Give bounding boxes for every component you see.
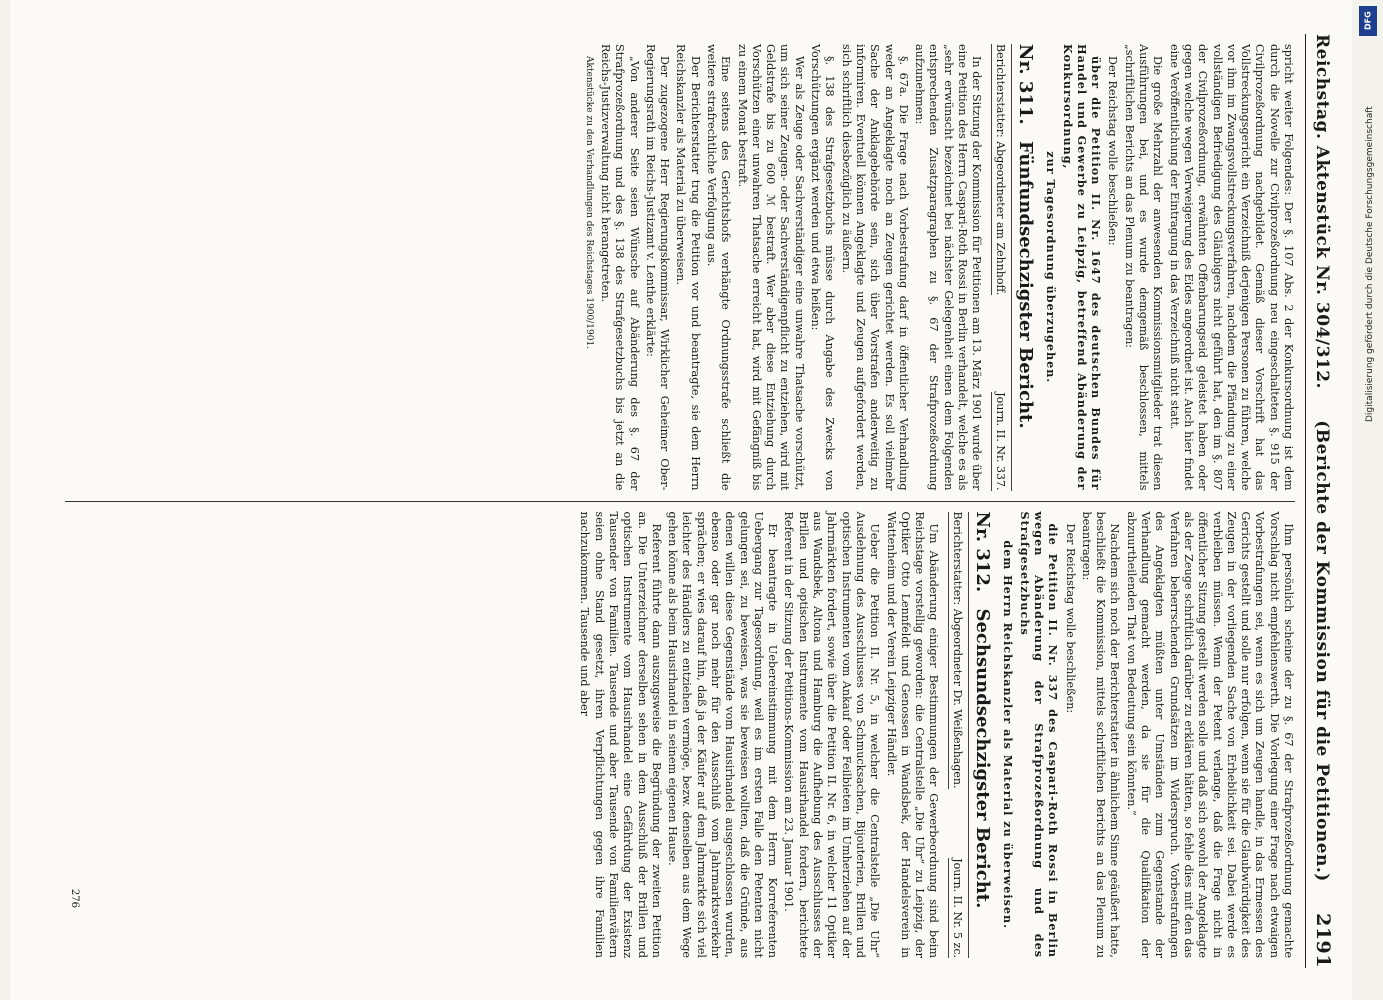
paragraph: Nachdem sich noch der Berichterstatter in ähnlichem Sinne geäußert hatte, beschließt die Kommission, mittels schriftlichen Berichts an das Plenum zu beantragen: [1079, 511, 1122, 958]
dfg-logo: DFG [1359, 6, 1377, 36]
document-page [10, 0, 1352, 1000]
header-left: Reichstag. Aktenstück Nr. 304/312. [1312, 34, 1332, 389]
text-columns [65, 34, 1295, 968]
dfg-strip [1353, 0, 1383, 1000]
left-column [65, 34, 1295, 501]
journal-ref: Journ. II. Nr. 337. [991, 392, 1006, 490]
section-312-title [972, 511, 994, 959]
reporter-line [991, 44, 1011, 491]
paragraph: Um Abänderung einiger Bestimmungen der Gewerbeordnung sind beim Reichstage vorstellig geworden: die Centralstelle „Die Uhr“ zu Leipzig, der Optiker Otto Lennfeldt und Genossen in Wandsbek, der Handelsverein in Wattenheim und der Verein Leipziger Händler. [884, 511, 941, 958]
dfg-funding-note: Digitalisierung gefördert durch die Deutsche Forschungsgemeinschaft [1365, 106, 1375, 422]
footnote: Aktenstücke zu den Verhandlungen des Reichstages 1900/1901. [583, 56, 594, 350]
header-center: (Berichte der Kommission für die Petitionen.) [1312, 420, 1332, 882]
right-column [65, 501, 1295, 969]
paragraph: Ihm persönlich scheine der zu §. 67 der Strafprozeßordnung gemachte Vorschlag nicht empfehlenswerth. Die Vorlegung einer Frage nach etwaigen Vorbestrafungen sei, wenn es sich um Zeugen handle, in das Ermessen des Gerichts gestellt und solle nur erfolgen, wenn sie für die Glaubwürdigkeit des Zeugen in der vorliegenden Sache von Erheblichkeit sei. Dabei werde es verbleiben müssen. Wenn der Petent verlange, daß die Frage nicht in öffentlicher Sitzung gestellt werden solle und daß sich sowohl der Angeklagte als der Zeuge schriftlich darüber zu erklären hätten, so fehle dies mit den das Verfahren beherrschenden Grundsätzen im Widerspruch. Vorbestrafungen des Angeklagten müßten unter Umständen zum Gegenstande der Verhandlung gemacht werden, da sie für die Qualifikation der abzuurtheilenden That von Bedeutung sein könnten.“ [1124, 511, 1295, 958]
paragraph: Ueber die Petition II. Nr. 5, in welcher die Centralstelle „Die Uhr“ Ausdehnung des Ausschlusses von Schmucksachen, Bijouterien, Brillen und optischen Instrumenten vom Ankauf oder Feilbieten im Umherziehen auf der Jahrmärkten fordert, sowie über die Petition II. Nr. 6, in welcher 11 Optiker aus Wandsbek, Altona und Hamburg die Aufhebung des Ausschlusses der Brillen und optischen Instrumente vom Hausirhandel fordern, berichtete Referent in der Sitzung der Petitions-Kommission am 23. Januar 1901. [782, 511, 882, 958]
scanned-page [10, 0, 1352, 1000]
motion: zur Tagesordnung überzugehen. [1044, 151, 1059, 384]
section-heading: Fünfundsechzigster Bericht. [1014, 140, 1036, 429]
petition-text: die Petition II. Nr. 337 des Caspari-Roth Rossi in Berlin wegen Abänderung der Strafprozeßordnung und des Strafgesetzbuchs [1017, 511, 1061, 958]
paragraph: §. 138 des Strafgesetzbuchs müsse durch Angabe des Zwecks von Vorschützungen ergänzt werden und etwa heißen: [809, 44, 837, 491]
reporter-line [948, 512, 968, 959]
motion: dem Herrn Reichskanzler als Material zu überweisen. [1001, 540, 1016, 930]
reporter: Berichterstatter: Abgeordneter Dr. Weißenhagen. [948, 512, 963, 789]
page-number: 2191 [1312, 913, 1334, 968]
paragraph: Wer als Zeuge oder Sachverständiger eine unwahre Thatsache vorschützt, um sich seiner Zeugen- oder Sachverständigenpflicht zu entziehen, wird mit Geldstrafe bis zu 600 ℳ bestraft. Wer aber diese Entziehung durch Vorschützen einer unwahren Thatsache erreicht hat, wird mit Gefängniß bis zu einem Monat bestraft. [735, 44, 806, 491]
paragraph: Der zugezogene Herr Regierungskommissar, Wirklicher Geheimer Ober-Regierungsrath im Reichs-Justizamt v. Lenthe erklärte: [643, 44, 672, 491]
paragraph: Er beantragte in Uebereinstimmung mit dem Herrn Korreferenten Uebergang zur Tagesordnung, weil es im ersten Falle den Petenten nicht gelungen sei, zu beweisen, was sie beweisen wollten, daß die Gründe, aus denen willen diese Gegenstände vom Hausirhandel ausgeschlossen wurden, ebenso oder gar noch mehr für den Ausschluß vom Jahrmarktsverkehr sprächen; er wies darauf hin, daß ja der Käufer auf dem Jahrmarkte sich viel leichter des Händlers zu entziehen vermöge, bezw. denselben aus dem Wege gehen könne als beim Hausirhandel in seinem eigenen Hause. [666, 511, 780, 958]
paragraph: Der Reichstag wolle beschließen: [1106, 56, 1120, 246]
page-header [1305, 34, 1334, 968]
paragraph: „Von anderer Seite seien Wünsche auf Abänderung des §. 67 der Strafprozeßordnung und des §. 138 des Strafgesetzbuchs bis jetzt an die Reichs-Justizverwaltung nicht herangetreten. [598, 44, 641, 491]
section-number: Nr. 311. [1014, 44, 1036, 125]
section-heading: Sechsundsechzigster Bericht. [972, 608, 994, 909]
journal-ref: Journ. II. Nr. 5 zc. [948, 858, 963, 958]
section-311-title [1014, 44, 1036, 491]
paragraph: In der Sitzung der Kommission für Petitionen am 13. März 1901 wurde über eine Petition des Herrn Caspari-Roth Rossi in Berlin verhandelt, welche es als „sehr erwünscht bezeichnet bei nächster Gelegenheit einen dem Folgenden entsprechenden Zusatzparagraphen zu §. 67 der Strafprozeßordnung aufzunehmen: [913, 44, 984, 491]
paragraph: §. 67a. Die Frage nach Vorbestrafung darf in öffentlicher Verhandlung weder an Angeklagte noch an Zeugen gerichtet werden. Es soll vielmehr Sache der Anklagebehörde sein, sich über Vorstrafen anderweitig zu informiren. Eventuell können Angeklagte und Zeugen aufgefordert werden, sich schriftlich diesbezüglich zu äußern. [839, 44, 910, 491]
paragraph: Die große Mehrzahl der anwesenden Kommissionsmitglieder trat diesen Ausführungen bei, und es wurde demgemäß beschlossen, mittels „schriftlichen Berichts an das Plenum zu beantragen: [1122, 44, 1165, 491]
paragraph: Der Reichstag wolle beschließen: [1063, 523, 1077, 714]
paragraph: Der Berichterstatter trug die Petition vor und beantragte, sie dem Herrn Reichskanzler als Material zu überweisen. [674, 44, 702, 491]
paragraph: spricht weiter Folgendes: Der §. 107 Abs. 2 der Konkursordnung ist dem durch die Novelle zur Civilprozeßordnung neu eingeschalteten §. 915 der Civilprozeßordnung nachgebildet. Gemäß dieser Vorschrift hat das Vollstreckungsgericht ein Verzeichniß derjenigen Personen zu führen, welche vor ihm im Zwangsvollstreckungsverfahren, nachdem die Pfändung zu einer vollständigen Befriedigung des Gläubigers nicht geführt hat, den im §. 807 der Civilprozeßordnung, erwähnten Offenbarungseid geleistet haben oder gegen welche wegen Verweigerung des Eides angeordnet ist. Auch hier findet eine Veröffentlichung der Eintragung in das Verzeichniß nicht statt. [1167, 44, 1295, 491]
section-number: Nr. 312. [972, 511, 994, 593]
reporter: Berichterstatter: Abgeordneter am Zehnhoff. [991, 44, 1006, 295]
footer-page-number: 276 [69, 888, 81, 908]
petition-text: über die Petition II. Nr. 1647 des deutschen Bundes für Handel und Gewerbe zu Leipzig, betreffend Abänderung der Konkursordnung, [1060, 44, 1104, 491]
paragraph: Eine seitens des Gerichtshofs verhängte Ordnungsstrafe schließt die weitere strafrechtliche Verfolgung aus. [705, 44, 733, 491]
paragraph: Referent führte dann auszugsweise die Begründung der zweiten Petition an. Die Unterzeichner derselben sehen in dem Ausschluß der Brillen und optischen Instrumente vom Hausirhandel eine Gefährdung der Existenz Tausender von Familien. Tausende und aber Tausende von Familienvätern seien ohne Stand gesetzt, ihren Verpflichtungen gegen ihre Familien nachzukommen. Tausende und aber [578, 511, 663, 958]
